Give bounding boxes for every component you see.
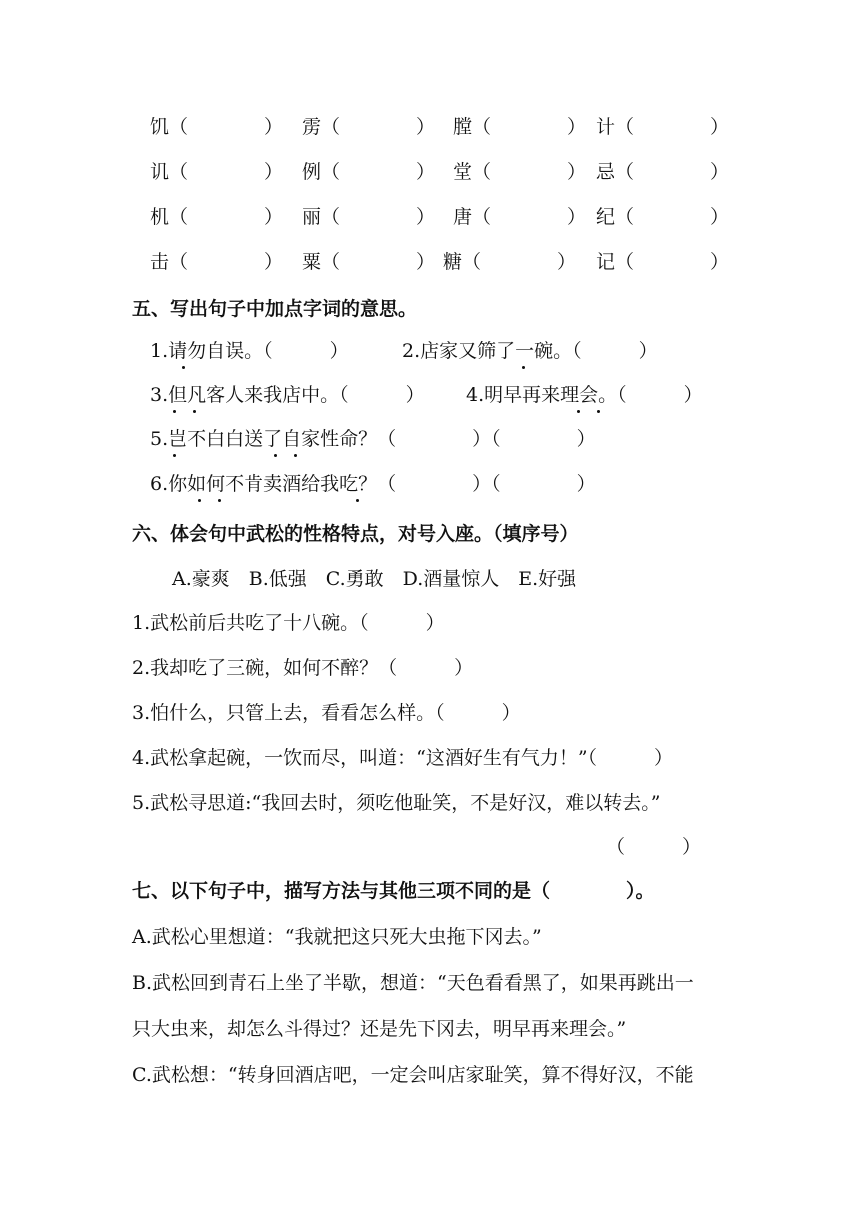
section6-item-5: 5.武松寻思道:“我回去时，须吃他耻笑，不是好汉，难以转去。”: [132, 792, 661, 814]
grid-cell: 丽（ ）: [302, 206, 436, 228]
section5-item-6: 6.你如何不肯卖酒给我吃？（ ）（ ）: [150, 473, 596, 495]
grid-cell: 例（ ）: [302, 161, 436, 183]
section6-heading: 六、体会句中武松的性格特点，对号入座。（填序号）: [132, 523, 579, 545]
grid-cell: 记（ ）: [596, 251, 730, 273]
section6-item-5-answer: （ ）: [606, 836, 702, 858]
grid-cell: 饥（ ）: [150, 116, 284, 138]
grid-cell: 粟（ ）: [302, 251, 436, 273]
grid-cell: 忌（ ）: [596, 161, 730, 183]
grid-cell: 唐（ ）: [453, 206, 587, 228]
section5-item-4: 4.明早再来理会。（ ）: [466, 384, 703, 406]
grid-cell: 糖（ ）: [443, 251, 577, 273]
section7-option-b: B.武松回到青石上坐了半歇，想道：“天色看看黑了，如果再跳出一: [132, 972, 694, 994]
section5-item-3: 3.但凡客人来我店中。（ ）: [150, 384, 425, 406]
section7-option-c: C.武松想：“转身回酒店吧，一定会叫店家耻笑，算不得好汉，不能: [132, 1064, 694, 1086]
grid-cell: 击（ ）: [150, 251, 284, 273]
grid-cell: 膛（ ）: [453, 116, 587, 138]
section5-item-5: 5.岂不白白送了自家性命？（ ）（ ）: [150, 428, 596, 450]
grid-cell: 堂（ ）: [453, 161, 587, 183]
section6-item-1: 1.武松前后共吃了十八碗。（ ）: [132, 612, 445, 634]
section7-heading: 七、以下句子中，描写方法与其他三项不同的是（ ）。: [132, 880, 655, 902]
section6-item-3: 3.怕什么，只管上去，看看怎么样。（ ）: [132, 702, 521, 724]
grid-cell: 纪（ ）: [596, 206, 730, 228]
section5-item-1: 1.请勿自误。（ ）: [150, 340, 349, 362]
grid-cell: 计（ ）: [596, 116, 730, 138]
section7-option-b-cont: 只大虫来，却怎么斗得过？还是先下冈去，明早再来理会。”: [132, 1018, 627, 1040]
section7-option-a: A.武松心里想道：“我就把这只死大虫拖下冈去。”: [132, 926, 542, 948]
grid-cell: 机（ ）: [150, 206, 284, 228]
grid-cell: 讥（ ）: [150, 161, 284, 183]
section6-item-2: 2.我却吃了三碗，如何不醉？（ ）: [132, 657, 474, 679]
section5-heading: 五、写出句子中加点字词的意思。: [132, 298, 418, 320]
grid-cell: 雳（ ）: [302, 116, 436, 138]
section5-item-2: 2.店家又筛了一碗。（ ）: [402, 340, 658, 362]
section6-item-4: 4.武松拿起碗，一饮而尽，叫道：“这酒好生有气力！”（ ）: [132, 747, 674, 769]
section6-options: A.豪爽 B.低强 C.勇敢 D.酒量惊人 E.好强: [172, 568, 577, 590]
